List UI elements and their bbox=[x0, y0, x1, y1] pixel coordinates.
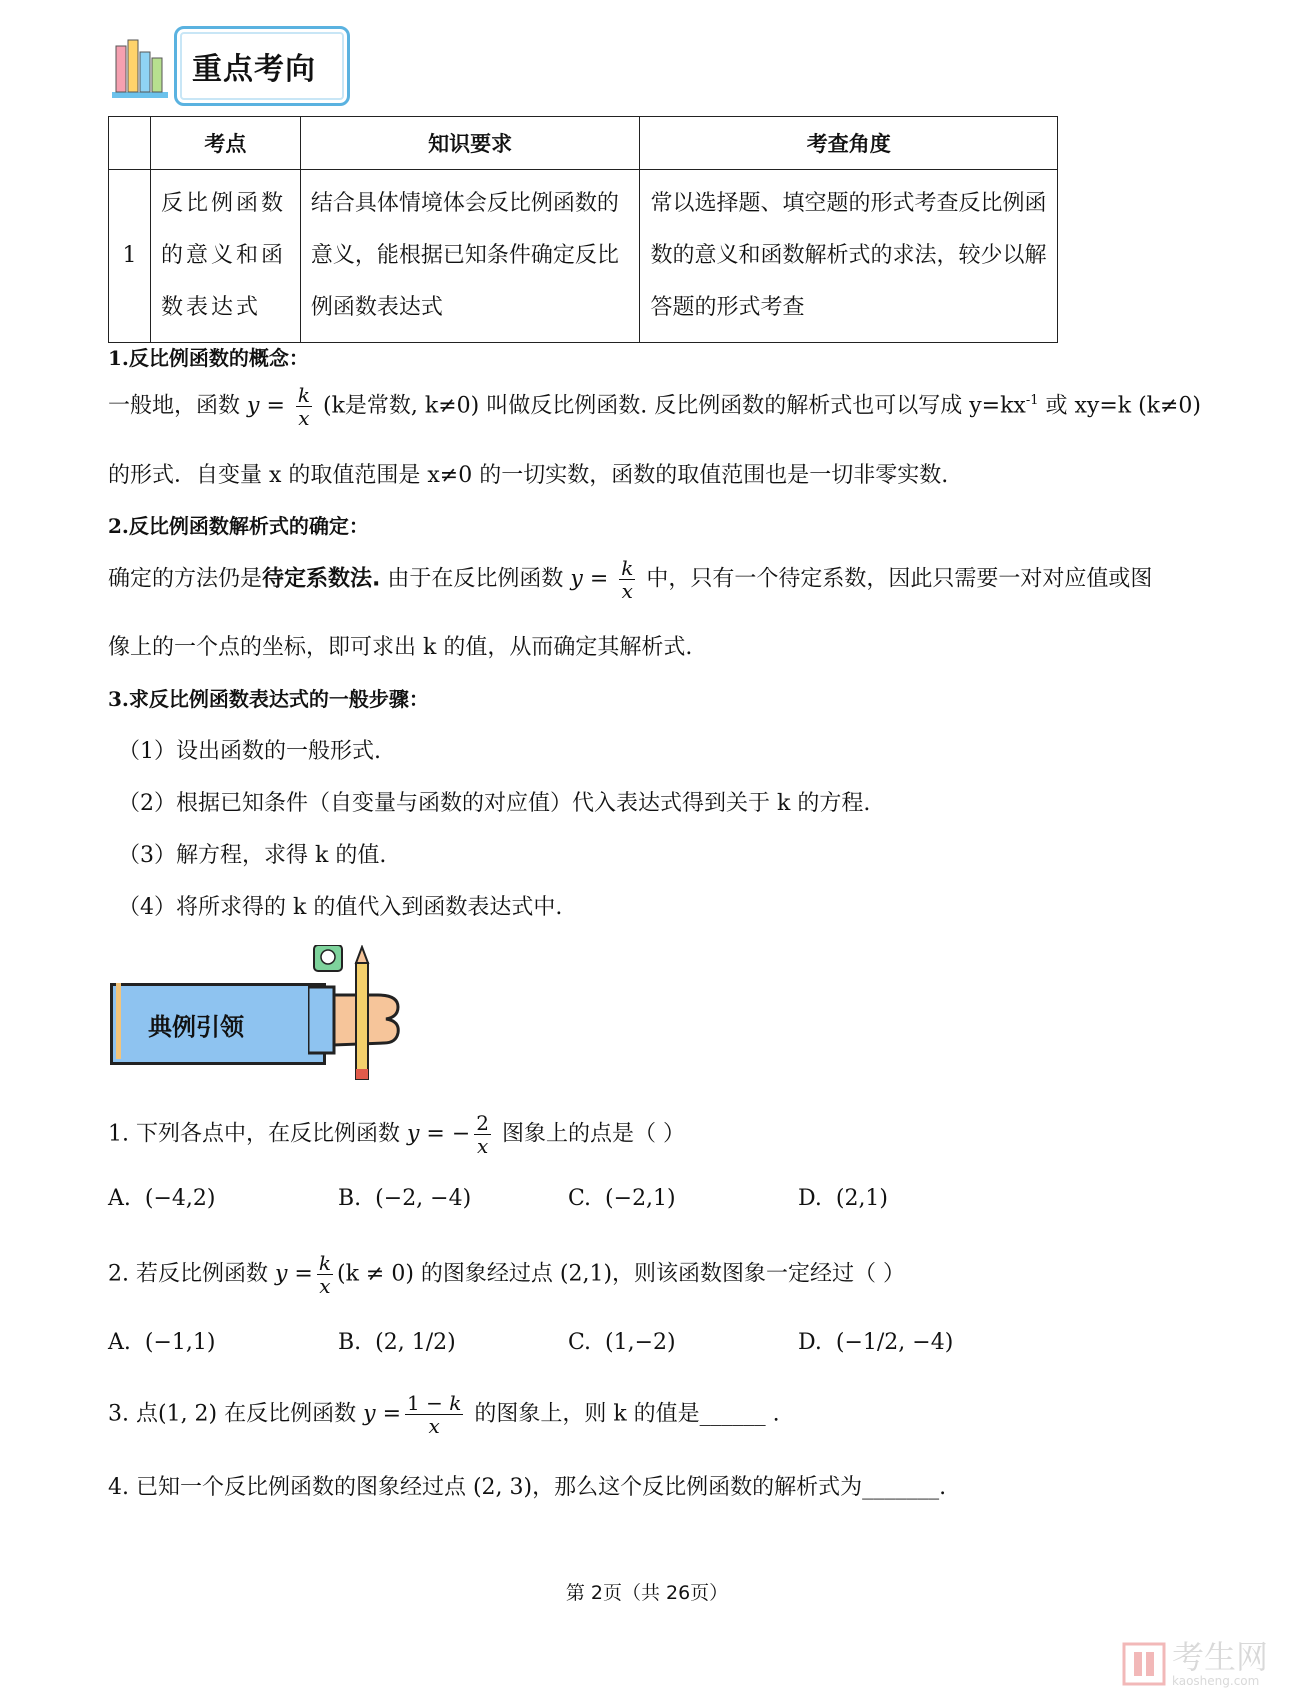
page-number: 第 2页（共 26页） bbox=[565, 1582, 729, 1604]
text: 2. 若反比例函数 bbox=[108, 1261, 268, 1287]
requirements-table bbox=[108, 116, 1058, 343]
list-item: （1）设出函数的一般形式. bbox=[118, 739, 381, 764]
list-item: （4）将所求得的 k 的值代入到函数表达式中. bbox=[118, 895, 563, 920]
question-1: 1. 下列各点中，在反比例函数 y = − $\frac{2}{x}$ 图象上的点是（ ） bbox=[108, 1111, 686, 1158]
option-a[interactable]: A. (−4,2) bbox=[108, 1186, 216, 1211]
text: 中，只有一个待定系数，因此只需要一对对应值或图 bbox=[646, 566, 1153, 592]
bold-text: 待定系数法. bbox=[262, 566, 381, 592]
example-banner bbox=[110, 945, 400, 1085]
table-header: 考查角度 bbox=[640, 117, 1058, 170]
hand-pencil-icon bbox=[308, 945, 400, 1085]
option-b[interactable]: B. (−2, −4) bbox=[338, 1186, 472, 1211]
section-heading: 1.反比例函数的概念： bbox=[108, 346, 309, 370]
text: 在反比例函数 bbox=[224, 1401, 357, 1427]
books-icon bbox=[110, 36, 170, 102]
fraction: $\frac{k}{x}$ bbox=[621, 556, 634, 603]
section-heading: 2.反比例函数解析式的确定： bbox=[108, 514, 369, 538]
section-badge bbox=[110, 22, 352, 106]
text: 图象上的点是（ ） bbox=[502, 1121, 686, 1147]
option-a[interactable]: A. (−1,1) bbox=[108, 1330, 216, 1355]
text: 或 xy=k (k≠0) bbox=[1045, 393, 1202, 419]
watermark-text: 考生网 bbox=[1172, 1638, 1269, 1676]
text: (k是常数, k≠0) 叫做反比例函数. 反比例函数的解析式也可以写成 y=kx bbox=[323, 393, 1026, 419]
table-cell: 反比例函数的意义和函数表达式 bbox=[150, 170, 300, 343]
question-3: 3. 点(1, 2) 在反比例函数 y = $\frac{1 - k}{x}$ 的图象上，则 k 的值是______ . bbox=[108, 1391, 780, 1438]
paragraph: 的形式．自变量 x 的取值范围是 x≠0 的一切实数，函数的取值范围也是一切非零实数. bbox=[108, 463, 949, 488]
paragraph: 确定的方法仍是待定系数法. 由于在反比例函数 y = $\frac{k}{x}$ 中，只有一个待定系数，因此只需要一对对应值或图 bbox=[108, 556, 1153, 603]
text: 确定的方法仍是 bbox=[108, 566, 263, 592]
fraction: $\frac{2}{x}$ bbox=[476, 1111, 490, 1158]
text: 1. 下列各点中，在反比例函数 bbox=[108, 1121, 400, 1147]
text: (k ≠ 0) 的图象经过点 bbox=[336, 1261, 553, 1287]
fraction: $\frac{1 - k}{x}$ bbox=[407, 1391, 462, 1438]
option-c[interactable]: C. (1,−2) bbox=[568, 1330, 676, 1355]
text: 的图象上，则 k 的值是______ . bbox=[474, 1401, 780, 1427]
option-d[interactable]: D. (2,1) bbox=[798, 1186, 889, 1211]
table-header bbox=[109, 117, 151, 170]
text: 由于在反比例函数 bbox=[387, 566, 564, 592]
section-heading: 3.求反比例函数表达式的一般步骤： bbox=[108, 687, 429, 711]
question-2: 2. 若反比例函数 y = $\frac{k}{x}$ (k ≠ 0) 的图象经过点 (2,1)，则该函数图象一定经过（ ） bbox=[108, 1251, 906, 1298]
text: 一般地，函数 bbox=[108, 393, 241, 419]
text: (2,1)，则该函数图象一定经过（ ） bbox=[559, 1261, 906, 1287]
option-b[interactable]: B. (2, 1/2) bbox=[338, 1330, 456, 1355]
fraction: $\frac{k}{x}$ bbox=[297, 383, 310, 430]
table-header: 考点 bbox=[150, 117, 300, 170]
table-header-row bbox=[109, 117, 1058, 170]
banner-title: 典例引领 bbox=[148, 1013, 244, 1041]
table-row bbox=[109, 170, 1058, 343]
paragraph: 一般地，函数 y = $\frac{k}{x}$ (k是常数, k≠0) 叫做反比例函数. 反比例函数的解析式也可以写成 $y=kx^{-1}$ 或 xy=k (k≠0) bbox=[108, 383, 1202, 430]
table-cell: 1 bbox=[109, 170, 151, 343]
logo-icon bbox=[1122, 1642, 1166, 1686]
paragraph: 像上的一个点的坐标，即可求出 k 的值，从而确定其解析式. bbox=[108, 635, 693, 660]
section-title: 重点考向 bbox=[192, 52, 316, 87]
fraction: $\frac{k}{x}$ bbox=[318, 1251, 331, 1298]
banner-stripe bbox=[116, 983, 121, 1059]
list-item: （2）根据已知条件（自变量与函数的对应值）代入表达式得到关于 k 的方程. bbox=[118, 791, 871, 816]
question-4: 4. 已知一个反比例函数的图象经过点 (2, 3)，那么这个反比例函数的解析式为_______. bbox=[108, 1475, 947, 1500]
table-header: 知识要求 bbox=[300, 117, 640, 170]
table-cell: 结合具体情境体会反比例函数的意义，能根据已知条件确定反比例函数表达式 bbox=[300, 170, 640, 343]
table-cell: 常以选择题、填空题的形式考查反比例函数的意义和函数解析式的求法，较少以解答题的形式考查 bbox=[640, 170, 1058, 343]
option-d[interactable]: D. (−1/2, −4) bbox=[798, 1330, 954, 1355]
superscript: -1 bbox=[1025, 393, 1039, 409]
watermark bbox=[1122, 1640, 1268, 1688]
text: (1, 2) bbox=[157, 1401, 218, 1427]
text: 3. 点 bbox=[108, 1401, 158, 1427]
list-item: （3）解方程，求得 k 的值. bbox=[118, 843, 387, 868]
option-c[interactable]: C. (−2,1) bbox=[568, 1186, 676, 1211]
watermark-sub: kaosheng.com bbox=[1172, 1674, 1260, 1688]
